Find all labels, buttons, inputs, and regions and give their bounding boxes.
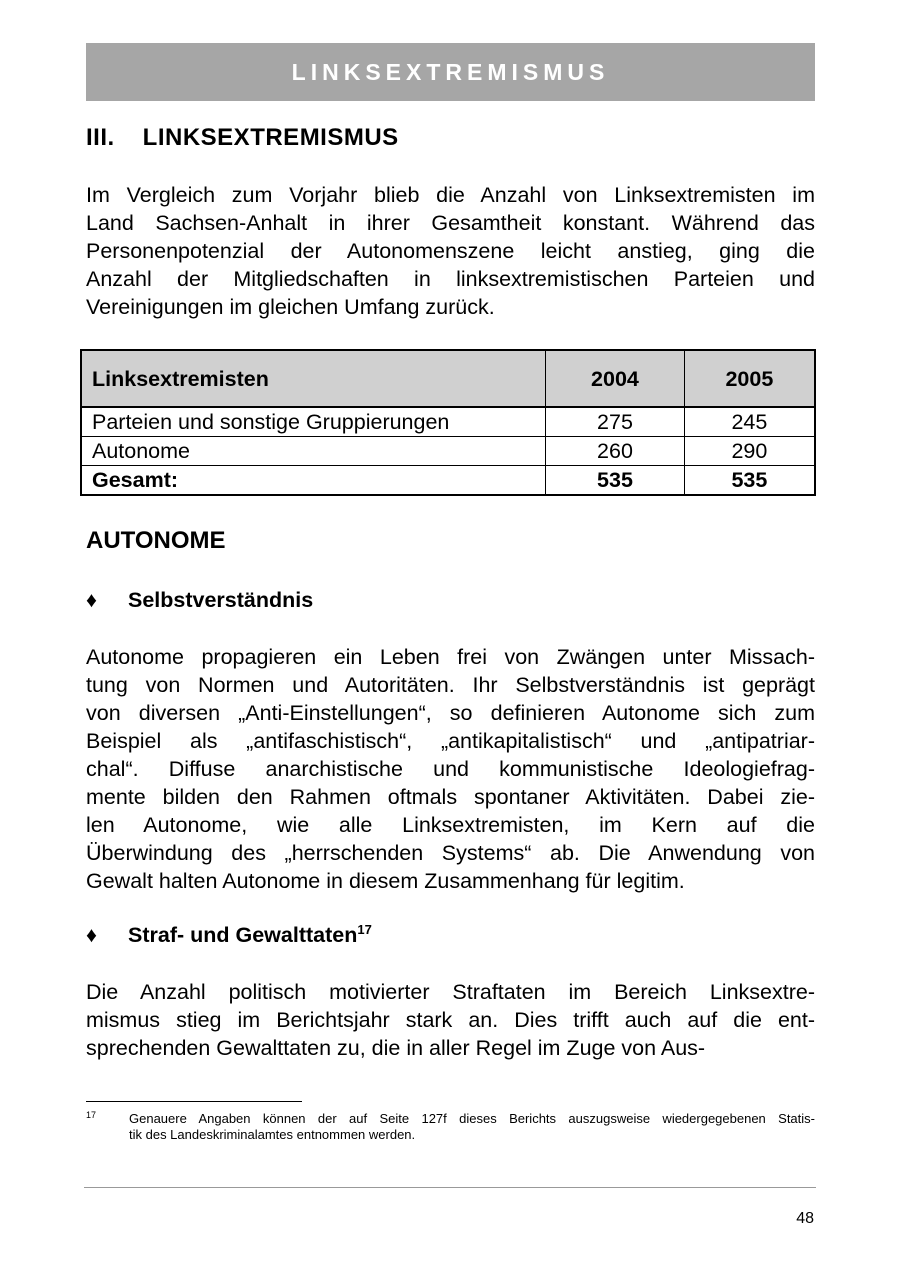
paragraph-straftaten [86,978,815,1062]
page-number: 48 [796,1210,814,1227]
text-line: mismus stieg im Berichtsjahr stark an. Dies trifft auch auf die ent- [86,1008,815,1032]
subheading-text: Selbstverständnis [128,588,314,612]
footnote-reference[interactable]: 17 [357,922,372,937]
text-line: Genauere Angaben können der auf Seite 127f dieses Berichts auszugsweise wiedergegebenen Statis- [129,1111,815,1126]
header-cell: 2005 [684,350,815,407]
header-cell: 2004 [546,350,685,407]
subheading-straftaten [86,922,372,948]
page-footer-divider [84,1187,816,1188]
text-line: Anzahl der Mitgliedschaften in linksextremistischen Parteien und [86,267,815,291]
footnote-mark: 17 [86,1110,97,1120]
chapter-title-text: LINKSEXTREMISMUS [142,124,399,151]
running-header: LINKSEXTREMISMUS [86,43,815,101]
text-line: len Autonome, wie alle Linksextremisten, im Kern auf die [86,813,815,837]
text-line: mente bilden den Rahmen oftmals spontaner Aktivitäten. Dabei zie- [86,785,815,809]
diamond-bullet-icon: ♦ [86,588,97,612]
table-total-row [81,466,815,496]
chapter-number: III. [86,124,115,151]
text-line: Land Sachsen-Anhalt in ihrer Gesamtheit konstant. Während das [86,211,815,235]
header-cell: Linksextremisten [81,350,546,407]
text-line: von diversen „Anti-Einstellungen“, so definieren Autonome sich zum [86,701,815,725]
text-line: tik des Landeskriminalamtes entnommen werden. [129,1127,416,1142]
text-line: sprechenden Gewalttaten zu, die in aller Regel im Zuge von Aus- [86,1036,706,1060]
cell: Parteien und sonstige Gruppierungen [81,407,546,437]
text-line: Beispiel als „antifaschistisch“, „antikapitalistisch“ und „antipatriar- [86,729,815,753]
text-line: Personenpotenzial der Autonomenszene leicht anstieg, ging die [86,239,815,263]
cell: Autonome [81,437,546,466]
footnote-divider [86,1101,302,1102]
cell: 535 [684,466,815,496]
table-row [81,407,815,437]
text-line: chal“. Diffuse anarchistische und kommunistische Ideologiefrag- [86,757,815,781]
cell: 260 [546,437,685,466]
cell: 275 [546,407,685,437]
statistics-table [80,349,816,496]
table-row [81,437,815,466]
cell: Gesamt: [81,466,546,496]
text-line: Im Vergleich zum Vorjahr blieb die Anzahl von Linksextremisten im [86,183,815,207]
cell: 535 [546,466,685,496]
text-line: Überwindung des „herrschenden Systems“ ab. Die Anwendung von [86,841,815,865]
text-line: Autonome propagieren ein Leben frei von Zwängen unter Missach- [86,645,815,669]
chapter-title [86,124,399,152]
table-header-row [81,350,815,407]
text-line: Gewalt halten Autonome in diesem Zusammenhang für legitim. [86,869,685,893]
cell: 245 [684,407,815,437]
intro-paragraph [86,181,815,321]
diamond-bullet-icon: ♦ [86,923,97,948]
footnote-text [129,1111,815,1143]
subheading-text: Straf- und Gewalttaten [128,923,358,948]
subheading-selbstverstaendnis [86,588,313,613]
paragraph-selbstverstaendnis [86,643,815,895]
footnote [86,1111,815,1143]
text-line: Die Anzahl politisch motivierter Straftaten im Bereich Linksextre- [86,980,815,1004]
cell: 290 [684,437,815,466]
section-heading: AUTONOME [86,527,226,554]
text-line: tung von Normen und Autoritäten. Ihr Selbstverständnis ist geprägt [86,673,815,697]
text-line: Vereinigungen im gleichen Umfang zurück. [86,295,495,319]
